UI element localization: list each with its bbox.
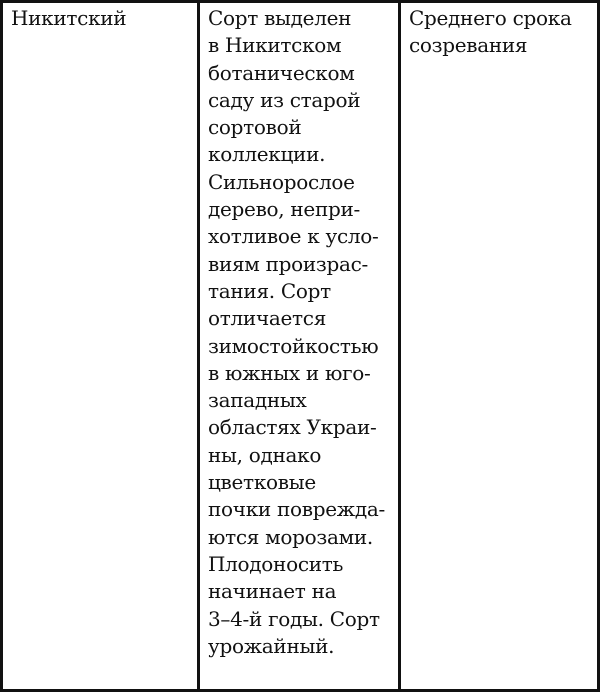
table-left-border [0,0,3,692]
description-line: Плодоносить [208,551,344,576]
description-line: почки поврежда- [208,497,385,522]
description-line: сортовой [208,115,302,140]
table-row [401,5,597,60]
description-line: ботаническом [208,60,355,85]
description-line: областях Украи- [208,415,377,440]
table-top-border [0,0,600,3]
description-line: Сорт выделен [208,6,352,30]
table-row [3,5,197,32]
description-line: урожайный. [208,633,335,658]
description-line: цветковые [208,470,316,495]
description-line: отличается [208,306,327,331]
table-row [200,5,398,660]
description-line: в южных и юго- [208,360,371,385]
description-line: 3–4-й годы. Сорт [208,606,380,631]
variety-name-line: Никитский [11,6,127,30]
description-line: хотливое к усло- [208,224,379,249]
column-divider-2 [398,0,401,692]
variety-description-cell [208,5,394,660]
ripening-period-cell [409,5,593,60]
description-line: тания. Сорт [208,278,331,303]
description-line: Сильнорослое [208,169,355,194]
description-line: зимостойкостью [208,333,379,358]
description-line: дерево, непри- [208,197,360,222]
variety-name-cell [11,5,193,32]
description-line: в Никитском [208,33,342,58]
ripening-line: созревания [409,33,528,58]
description-line: ются морозами. [208,524,373,549]
description-line: ны, однако [208,442,322,467]
description-line: саду из старой [208,87,361,112]
description-line: виям произрас- [208,251,369,276]
description-line: западных [208,388,307,413]
description-line: начинает на [208,579,337,604]
description-line: коллекции. [208,142,326,167]
ripening-line: Среднего срока [409,6,572,30]
